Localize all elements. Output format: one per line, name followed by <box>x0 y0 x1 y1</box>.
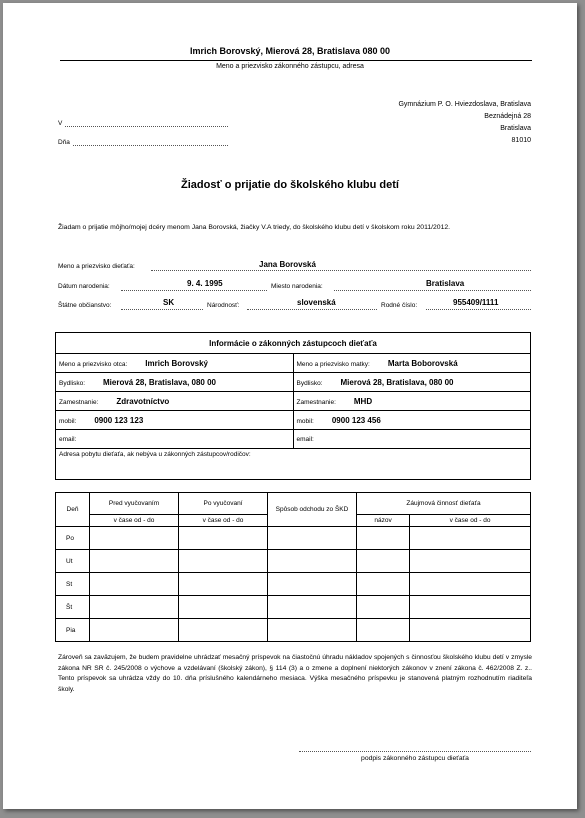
interest-time-cell[interactable] <box>410 527 531 550</box>
father-name-label: Meno a priezvisko otca: <box>59 360 128 368</box>
mother-mobile-value: 0900 123 456 <box>331 415 381 425</box>
address-label: Bydlisko: <box>59 379 86 387</box>
dob-value: 9. 4. 1995 <box>187 279 223 288</box>
interest-name-cell[interactable] <box>357 527 410 550</box>
father-mobile-value: 0900 123 123 <box>94 415 144 425</box>
father-address-value: Mierová 28, Bratislava, 080 00 <box>103 377 216 387</box>
father-name-cell[interactable] <box>56 354 294 373</box>
email-label: email: <box>59 435 77 443</box>
interest-time-cell[interactable] <box>410 619 531 642</box>
representative-caption: Meno a priezvisko zákonného zástupcu, adresa <box>216 63 364 70</box>
departure-cell[interactable] <box>268 573 357 596</box>
mother-name-cell[interactable] <box>293 354 531 373</box>
interest-name-cell[interactable] <box>357 619 410 642</box>
employer-label: Zamestnanie: <box>296 398 336 406</box>
commitment-paragraph: Zároveň sa zaväzujem, že budem pravidelne uhrádzať mesačný príspevok na čiastočnú úhradu nákladov spojených s činnosťou školského klubu detí v zmysle zákona NR SR č. 245/2008 o výchove a vzdelávaní (školský zákon), § 114 (3) a o zmene a doplnení niektorých zákonov v znení zákona č. 462/2008 Z. z.. Tento príspevok sa uhrádza vždy do 10. dňa príslušného kalendárneho mesiaca. Výška mesačného príspevku je stanovená platným rozhodnutím riaditeľa školy. <box>58 654 532 694</box>
form-title: Žiadosť o prijatie do školského klubu detí <box>181 179 399 191</box>
birthplace-value: Bratislava <box>426 279 465 288</box>
form-page <box>3 3 577 809</box>
nationality-field <box>247 309 377 310</box>
table-row <box>56 449 531 480</box>
stay-address-label: Adresa pobytu dieťaťa, ak nebýva u zákonných zástupcov/rodičov: <box>59 451 251 458</box>
interest-name-cell[interactable] <box>357 596 410 619</box>
before-cell[interactable] <box>90 527 179 550</box>
father-employer-value: Zdravotníctvo <box>116 396 170 406</box>
before-cell[interactable] <box>90 573 179 596</box>
request-text: Žiadam o prijatie môjho/mojej dcéry menom Jana Borovská, žiačky V.A triedy, do školského klubu detí v školskom roku 2011/2012. <box>58 224 451 231</box>
day-header: Deň <box>56 493 90 527</box>
birthplace-field <box>334 290 531 291</box>
interest-name-sub: názov <box>357 515 410 527</box>
birth-number-value: 955409/1111 <box>453 298 499 307</box>
father-employer-cell[interactable] <box>56 392 294 411</box>
interest-time-cell[interactable] <box>410 596 531 619</box>
place-label: V <box>58 120 63 127</box>
table-row <box>56 619 531 642</box>
table-row <box>56 550 531 573</box>
after-cell[interactable] <box>179 527 268 550</box>
day-cell: Št <box>56 596 90 619</box>
interest-time-sub: v čase od - do <box>410 515 531 527</box>
day-cell: Ut <box>56 550 90 573</box>
birthplace-label: Miesto narodenia: <box>271 283 323 290</box>
employer-label: Zamestnanie: <box>59 398 99 406</box>
guardians-heading: Informácie o zákonných zástupcoch dieťaťa <box>56 333 531 354</box>
table-row <box>56 354 531 373</box>
before-cell[interactable] <box>90 619 179 642</box>
departure-cell[interactable] <box>268 527 357 550</box>
interest-name-cell[interactable] <box>357 573 410 596</box>
departure-cell[interactable] <box>268 619 357 642</box>
before-cell[interactable] <box>90 550 179 573</box>
departure-cell[interactable] <box>268 550 357 573</box>
after-cell[interactable] <box>179 550 268 573</box>
date-field <box>73 145 228 146</box>
representative-header: Imrich Borovský, Mierová 28, Bratislava 080 00 <box>189 46 391 56</box>
interest-name-cell[interactable] <box>357 550 410 573</box>
dob-label: Dátum narodenia: <box>58 283 110 290</box>
before-time-sub: v čase od - do <box>90 515 179 527</box>
day-cell: Pia <box>56 619 90 642</box>
school-line: Gymnázium P. O. Hviezdoslava, Bratislava <box>398 101 531 108</box>
departure-cell[interactable] <box>268 596 357 619</box>
before-cell[interactable] <box>90 596 179 619</box>
email-label: email: <box>296 435 314 443</box>
school-line: Bratislava <box>500 125 531 132</box>
mother-name-label: Meno a priezvisko matky: <box>296 360 370 368</box>
table-row <box>56 430 531 449</box>
birth-number-label: Rodné číslo: <box>381 302 418 309</box>
date-label: Dňa <box>58 139 70 146</box>
schedule-table <box>55 492 531 642</box>
citizenship-value: SK <box>163 298 175 307</box>
stay-address-cell[interactable] <box>56 449 531 480</box>
child-name-value: Jana Borovská <box>259 260 316 269</box>
mother-employer-cell[interactable] <box>293 392 531 411</box>
mobile-label: mobil: <box>296 417 314 425</box>
child-name-label: Meno a priezvisko dieťaťa: <box>58 263 135 270</box>
table-row <box>56 411 531 430</box>
mother-mobile-cell[interactable] <box>293 411 531 430</box>
interest-header: Záujmová činnosť dieťaťa <box>357 493 531 515</box>
father-mobile-cell[interactable] <box>56 411 294 430</box>
school-line: Beznádejná 28 <box>484 113 531 120</box>
after-cell[interactable] <box>179 573 268 596</box>
school-address <box>398 99 531 147</box>
address-label: Bydlisko: <box>296 379 323 387</box>
signature-line <box>299 751 531 752</box>
mother-address-cell[interactable] <box>293 373 531 392</box>
day-cell: St <box>56 573 90 596</box>
birth-number-field <box>426 309 531 310</box>
after-time-sub: v čase od - do <box>179 515 268 527</box>
after-cell[interactable] <box>179 619 268 642</box>
guardians-table <box>55 332 531 480</box>
signature-caption: podpis zákonného zástupcu dieťaťa <box>361 755 469 762</box>
after-cell[interactable] <box>179 596 268 619</box>
mother-address-value: Mierová 28, Bratislava, 080 00 <box>340 377 454 387</box>
citizenship-field <box>121 309 203 310</box>
before-header: Pred vyučovaním <box>90 493 179 515</box>
mother-email-cell[interactable] <box>293 430 531 449</box>
father-name-value: Imrich Borovský <box>145 358 208 368</box>
interest-time-cell[interactable] <box>410 573 531 596</box>
father-address-cell[interactable] <box>56 373 294 392</box>
table-row <box>56 596 531 619</box>
after-header: Po vyučovaní <box>179 493 268 515</box>
header-line <box>60 60 532 61</box>
interest-time-cell[interactable] <box>410 550 531 573</box>
dob-field <box>121 290 267 291</box>
departure-header: Spôsob odchodu zo ŠKD <box>268 493 357 527</box>
table-row <box>56 373 531 392</box>
citizenship-label: Štátne občianstvo: <box>58 302 112 309</box>
table-row <box>56 527 531 550</box>
mother-employer-value: MHD <box>353 396 373 406</box>
table-row <box>56 392 531 411</box>
day-cell: Po <box>56 527 90 550</box>
nationality-label: Národnosť: <box>207 302 240 309</box>
table-row <box>56 573 531 596</box>
nationality-value: slovenská <box>297 298 336 307</box>
child-name-field <box>151 270 531 271</box>
place-field <box>65 126 228 127</box>
mother-name-value: Marta Boborovská <box>387 358 458 368</box>
school-line: 81010 <box>511 137 531 144</box>
father-email-cell[interactable] <box>56 430 294 449</box>
mobile-label: mobil: <box>59 417 77 425</box>
